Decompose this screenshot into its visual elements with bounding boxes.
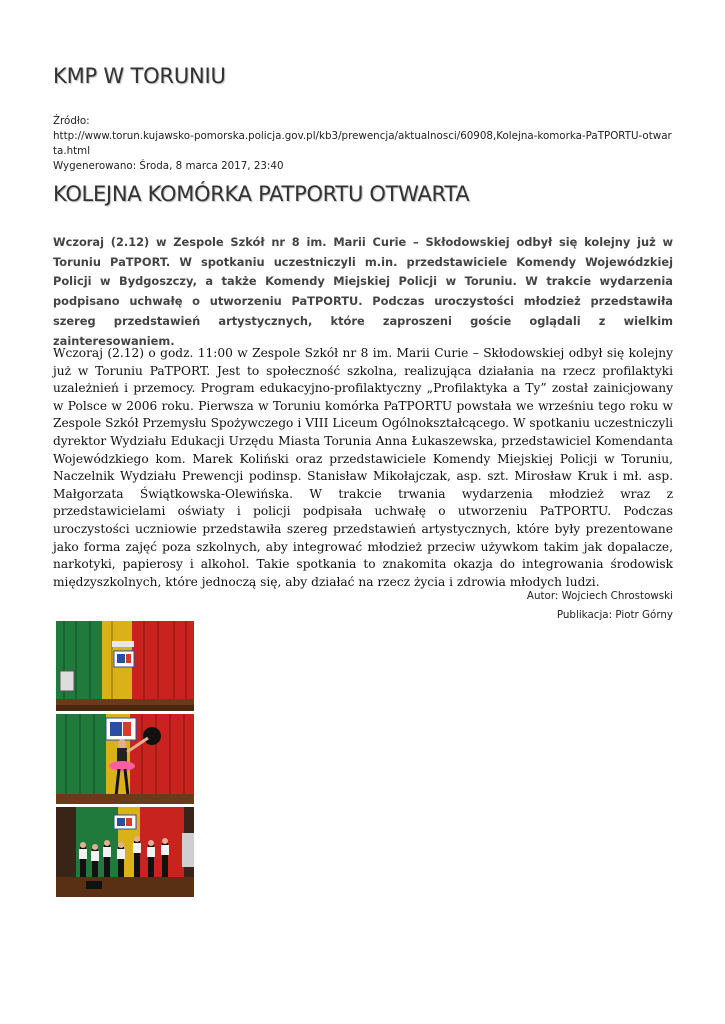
document-meta bbox=[53, 114, 673, 174]
photo-gallery bbox=[56, 621, 194, 900]
publication-line: Publikacja: Piotr Górny bbox=[556, 609, 673, 621]
site-title: KMP W TORUNIU bbox=[53, 64, 226, 88]
source-url[interactable]: http://www.torun.kujawsko-pomorska.policja.gov.pl/kb3/prewencja/aktualnosci/60908,Kolejna-komorka-PaTPORTU-otwarta.html bbox=[53, 130, 672, 157]
article-body: Wczoraj (2.12) o godz. 11:00 w Zespole Szkół nr 8 im. Marii Curie – Skłodowskiej odbył się kolejny już w Toruniu PaTPORT. Jest to społeczność szkolna, realizująca działania na rzecz profilaktyki uzależnień i przemocy. Program edukacyjno-profilaktyczny „Profilaktyka a Ty” został zainicjowany w Polsce w 2006 roku. Pierwsza w Toruniu komórka PaTPORTU powstała we wrześniu tego roku w Zespole Szkół Przemysłu Spożywczego i VIII Liceum Ogólnokształcącego. W spotkaniu uczestniczyli dyrektor Wydziału Edukacji Urzędu Miasta Torunia Anna Łukaszewska, przedstawiciel Komendanta Wojewódzkiego kom. Marek Koliński oraz przedstawiciele Komendy Miejskiej Policji w Toruniu, Naczelnik Wydziału Prewencji podinsp. Stanisław Mikołajczak, asp. szt. Mirosław Kruk i mł. asp. Małgorzata Świątkowska-Olewińska. W trakcie trwania wydarzenia młodzież wraz z przedstawicielami oświaty i policji podpisała uchwałę o utworzeniu PaTPORTU. Podczas uroczystości uczniowie przedstawiła szereg przedstawień artystycznych, które były prezentowane jako forma zajęć poza szkolnych, aby integrować młodzież przeciw używkom takim jak dopalacze, narkotyki, papierosy i alkohol. Takie spotkania to znakomita okazja do integrowania środowisk międzyszkolnych, które jednoczą się, aby działać na rzecz życia i zdrowia młodych ludzi. bbox=[53, 346, 673, 589]
stage-photo-2[interactable] bbox=[56, 714, 194, 804]
article-credits bbox=[527, 587, 673, 625]
source-label: Źródło: bbox=[53, 115, 90, 127]
generated-timestamp: Wygenerowano: Środa, 8 marca 2017, 23:40 bbox=[53, 160, 284, 172]
author-line: Autor: Wojciech Chrostowski bbox=[526, 590, 673, 602]
stage-photo-3[interactable] bbox=[56, 807, 194, 897]
stage-photo-1[interactable] bbox=[56, 621, 194, 711]
article-title: KOLEJNA KOMÓRKA PATPORTU OTWARTA bbox=[53, 182, 470, 206]
article-lead: Wczoraj (2.12) w Zespole Szkół nr 8 im. Marii Curie – Skłodowskiej odbył się kolejny już w Toruniu PaTPORT. W spotkaniu uczestniczyli m.in. przedstawiciele Komendy Wojewódzkiej Policji w Bydgoszczy, a także Komendy Miejskiej Policji w Toruniu. W trakcie wydarzenia podpisano uchwałę o utworzeniu PaTPORTU. Podczas uroczystości młodzież przedstawiła szereg przedstawień artystycznych, które zaproszeni goście oglądali z wielkim zainteresowaniem. bbox=[53, 235, 673, 348]
